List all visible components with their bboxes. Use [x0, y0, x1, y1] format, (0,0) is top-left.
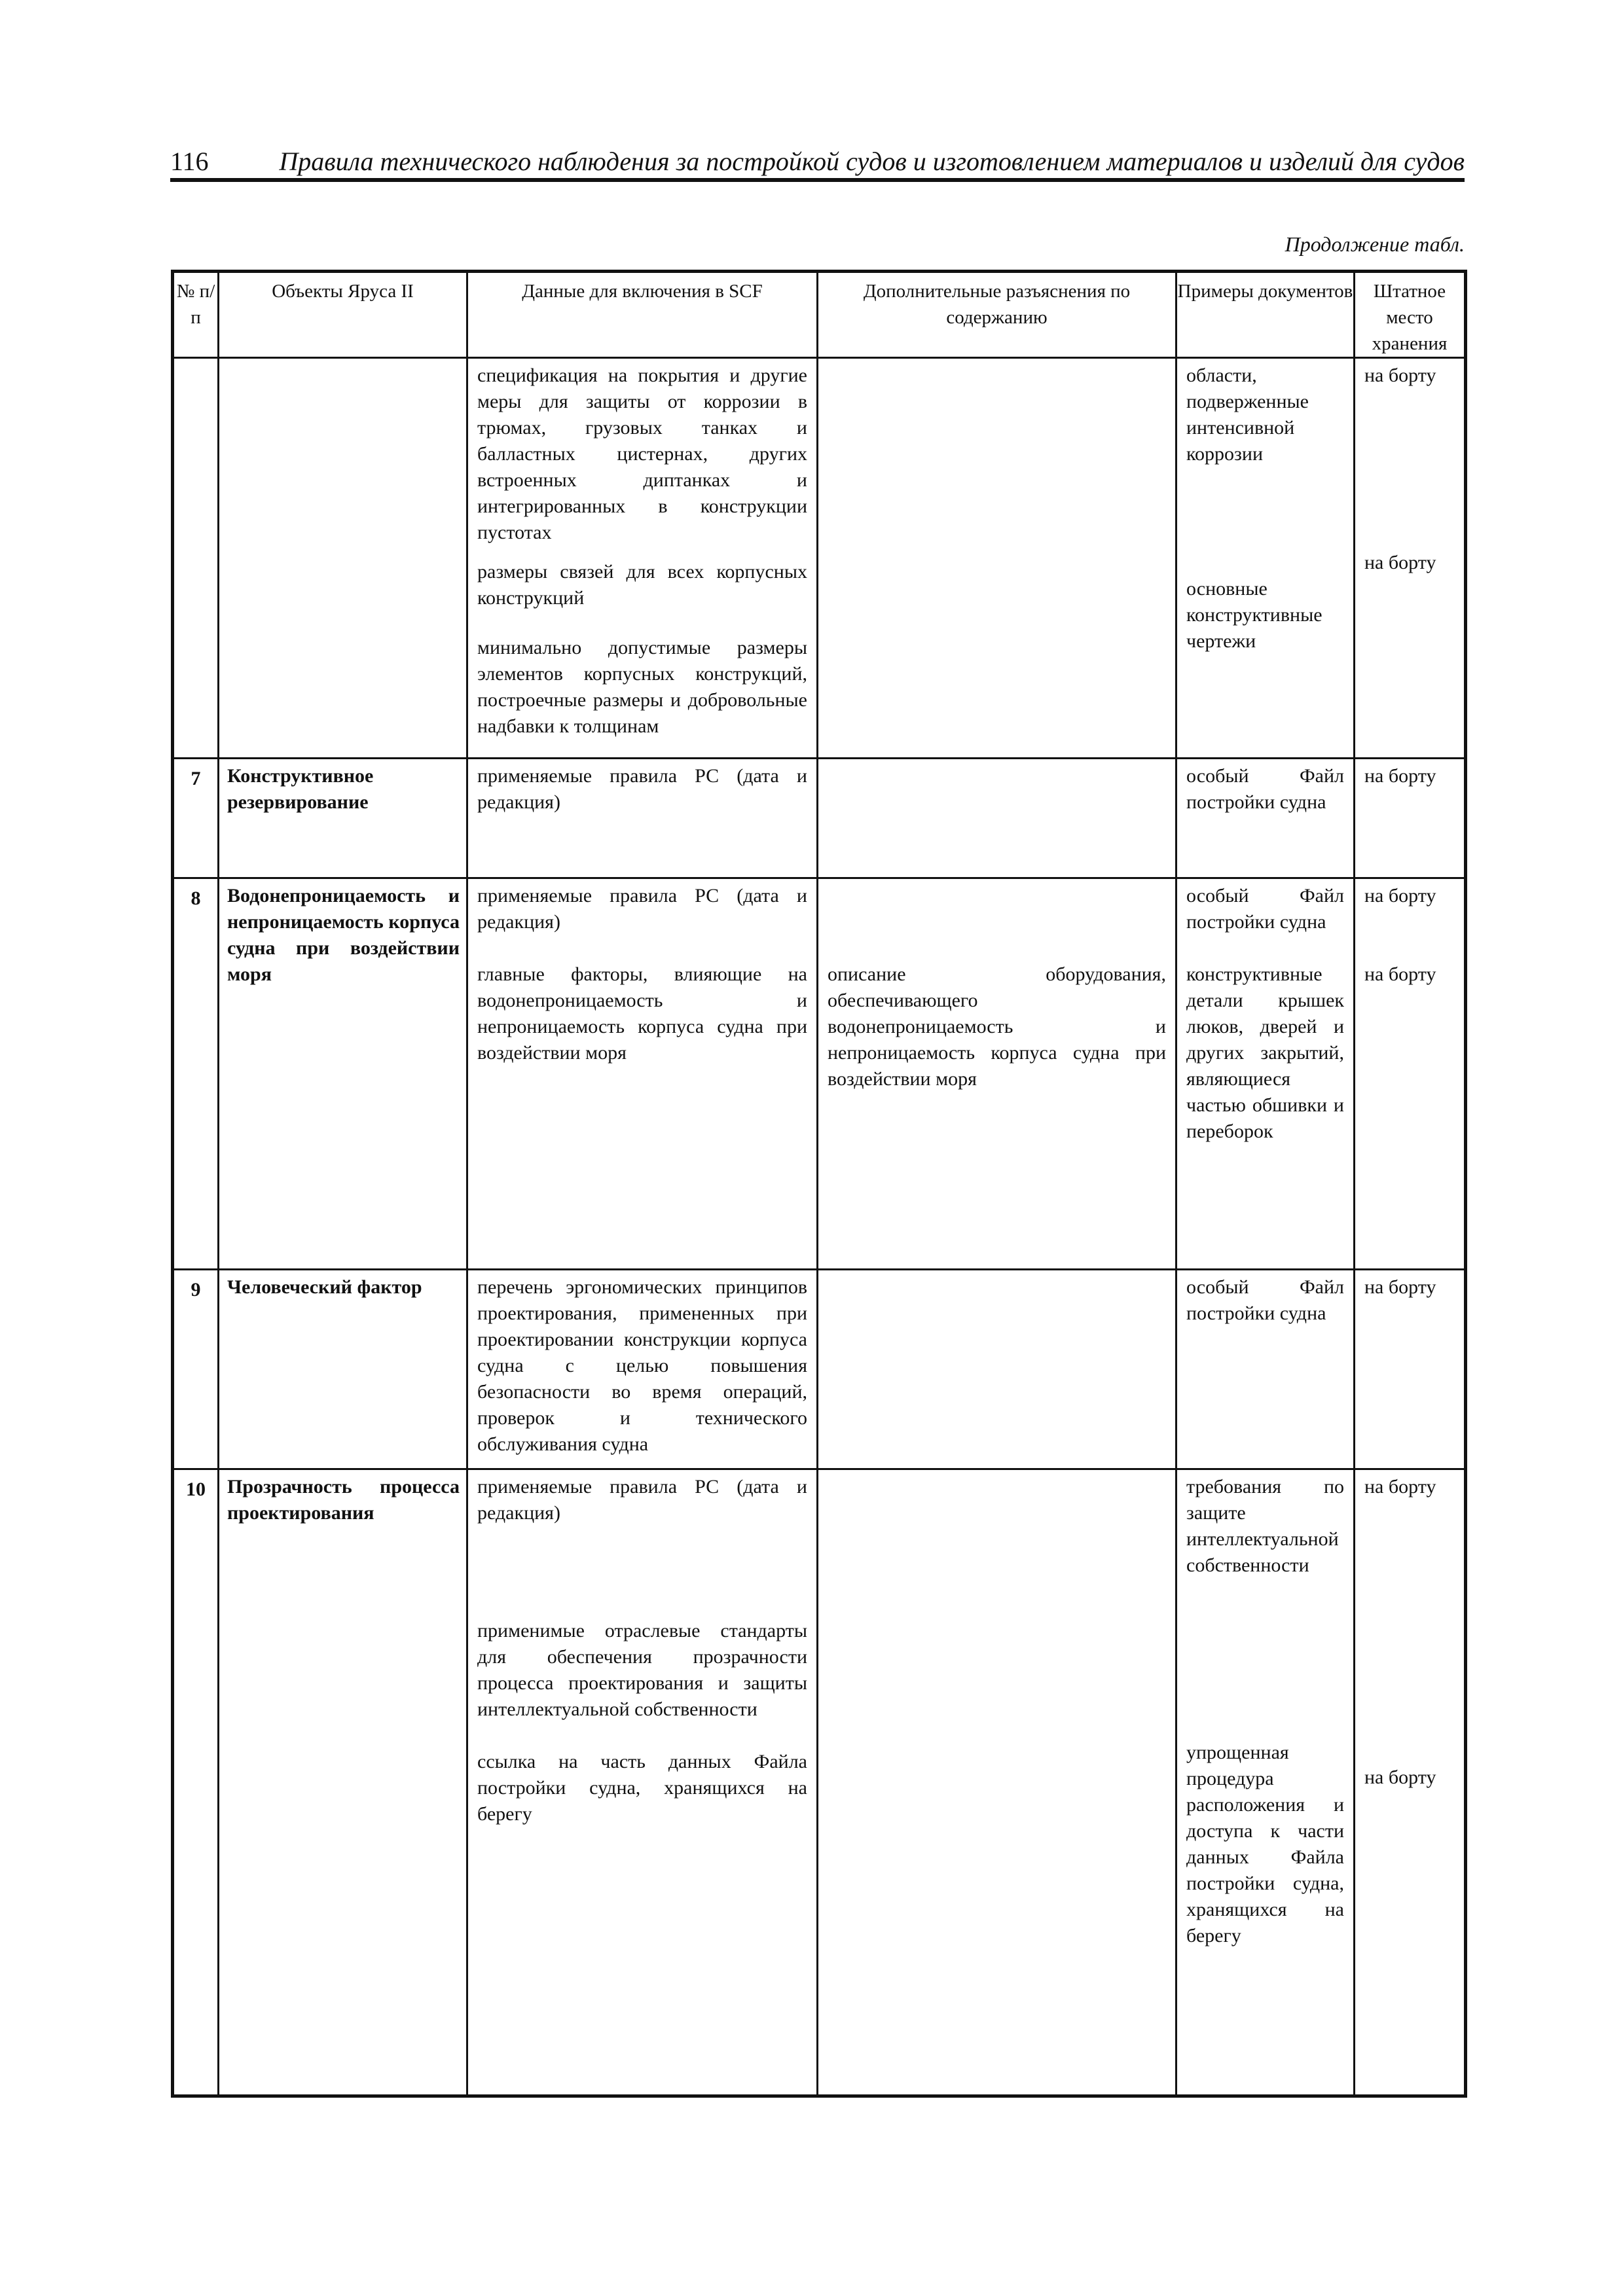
row-explanation-cell: [818, 1469, 1176, 2096]
row-storage-cell: [1355, 759, 1466, 878]
column-header-object: Объекты Яруса II: [219, 272, 467, 358]
example-item: особый Файл постройки судна: [1186, 885, 1344, 933]
row-examples-cell: [1176, 358, 1355, 759]
storage-item: на борту: [1364, 1276, 1436, 1298]
row-storage-cell: [1355, 1270, 1466, 1469]
table-header-row: [173, 272, 1466, 358]
data-item: минимально допустимые размеры элементов корпусных конструкций, построечные размеры и добровольные надбавки к толщинам: [477, 637, 807, 737]
row-number-cell: 9: [173, 1270, 219, 1469]
row-storage-cell: [1355, 358, 1466, 759]
table-row: [173, 759, 1466, 878]
data-item: спецификация на покрытия и другие меры для защиты от коррозии в трюмах, грузовых танках и балластных цистернах, других встроенных диптанках и интегрированных в конструкции пустотах: [477, 365, 807, 543]
row-object-cell: Прозрачность процесса проектирования: [219, 1469, 467, 2096]
data-item: применяемые правила РС (дата и редакция): [477, 765, 807, 813]
storage-item: на борту: [1364, 963, 1436, 985]
column-header-data: Данные для включения в SCF: [467, 272, 818, 358]
table-row: [173, 878, 1466, 1270]
row-examples-cell: [1176, 759, 1355, 878]
table-row: [173, 1270, 1466, 1469]
column-header-storage: Штатное место хранения: [1355, 272, 1466, 358]
continuation-label: Продолжение табл.: [1285, 232, 1465, 256]
row-explanation-cell: [818, 878, 1176, 1270]
row-data-cell: [467, 358, 818, 759]
example-item: особый Файл постройки судна: [1186, 1276, 1344, 1324]
row-object-cell: Конструктивное резервирование: [219, 759, 467, 878]
page-number: 116: [170, 147, 209, 176]
objects-table: [171, 270, 1467, 2098]
row-number-cell: 8: [173, 878, 219, 1270]
example-item: требования по защите интеллектуальной собственности: [1186, 1476, 1344, 1576]
row-data-cell: [467, 1469, 818, 2096]
example-item: конструктивные детали крышек люков, дверей и других закрытий, являющиеся частью обшивки и переборок: [1186, 963, 1344, 1142]
row-explanation-cell: [818, 358, 1176, 759]
data-item: ссылка на часть данных Файла постройки судна, хранящихся на берегу: [477, 1751, 807, 1825]
data-item: главные факторы, влияющие на водонепроницаемость и непроницаемость корпуса судна при воздействии моря: [477, 963, 807, 1064]
row-explanation-cell: [818, 759, 1176, 878]
example-item: упрощенная процедура расположения и доступа к части данных Файла постройки судна, хранящихся на берегу: [1186, 1742, 1344, 1946]
example-item: основные конструктивные чертежи: [1186, 578, 1322, 652]
data-item: размеры связей для всех корпусных конструкций: [477, 561, 807, 609]
storage-item: на борту: [1364, 1767, 1436, 1788]
row-examples-cell: [1176, 1270, 1355, 1469]
data-item: применяемые правила РС (дата и редакция): [477, 885, 807, 933]
row-number-cell: 10: [173, 1469, 219, 2096]
storage-item: на борту: [1364, 885, 1436, 906]
row-object-cell: [219, 358, 467, 759]
table-row: [173, 358, 1466, 759]
row-explanation-cell: [818, 1270, 1176, 1469]
row-examples-cell: [1176, 1469, 1355, 2096]
storage-item: на борту: [1364, 365, 1436, 386]
row-examples-cell: [1176, 878, 1355, 1270]
example-item: особый Файл постройки судна: [1186, 765, 1344, 813]
row-number-cell: 7: [173, 759, 219, 878]
running-title: Правила технического наблюдения за постройкой судов и изготовлением материалов и изделий для судов: [279, 147, 1465, 176]
column-header-explanation: Дополнительные разъяснения по содержанию: [818, 272, 1176, 358]
column-header-number: № п/п: [173, 272, 219, 358]
row-number-cell: [173, 358, 219, 759]
data-item: перечень эргономических принципов проектирования, примененных при проектировании конструкции корпуса судна с целью повышения безопасности во время операций, проверок и технического обслуживания судна: [477, 1276, 807, 1455]
row-object-cell: Водонепроницаемость и непроницаемость корпуса судна при воздействии моря: [219, 878, 467, 1270]
storage-item: на борту: [1364, 552, 1436, 573]
page-header: [170, 145, 1465, 182]
data-item: применимые отраслевые стандарты для обеспечения прозрачности процесса проектирования и защиты интеллектуальной собственности: [477, 1620, 807, 1720]
row-storage-cell: [1355, 1469, 1466, 2096]
column-header-examples: Примеры документов: [1176, 272, 1355, 358]
row-data-cell: [467, 1270, 818, 1469]
row-object-cell: Человеческий фактор: [219, 1270, 467, 1469]
storage-item: на борту: [1364, 1476, 1436, 1498]
storage-item: на борту: [1364, 765, 1436, 787]
row-storage-cell: [1355, 878, 1466, 1270]
example-item: области, подверженные интенсивной коррозии: [1186, 365, 1309, 465]
explanation-item: описание оборудования, обеспечивающего водонепроницаемость и непроницаемость корпуса судна при воздействии моря: [828, 963, 1166, 1090]
data-item: применяемые правила РС (дата и редакция): [477, 1476, 807, 1524]
table-row: [173, 1469, 1466, 2096]
row-data-cell: [467, 759, 818, 878]
row-data-cell: [467, 878, 818, 1270]
header-rule: [170, 178, 1465, 182]
